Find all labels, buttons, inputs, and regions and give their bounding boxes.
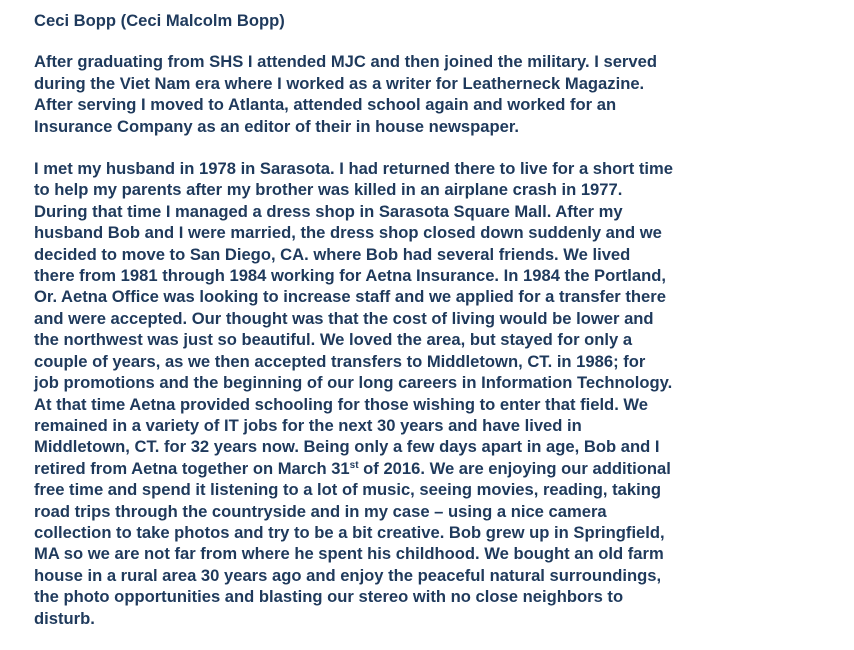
paragraph-2-line: Or. Aetna Office was looking to increase staff and we applied for a transfer there bbox=[34, 287, 666, 307]
paragraph-2-line: road trips through the countryside and in my case – using a nice camera bbox=[34, 501, 607, 521]
paragraph-2-line: there from 1981 through 1984 working for Aetna Insurance. In 1984 the Portland, bbox=[34, 266, 666, 286]
paragraph-2-line: Middletown, CT. for 32 years now. Being only a few days apart in age, Bob and I bbox=[34, 437, 660, 457]
ordinal-superscript: st bbox=[349, 459, 359, 471]
document-page bbox=[34, 10, 814, 629]
paragraph-2-line: and were accepted. Our thought was that the cost of living would be lower and bbox=[34, 308, 654, 328]
paragraph-2-line: couple of years, as we then accepted transfers to Middletown, CT. in 1986; for bbox=[34, 351, 646, 371]
paragraph-2 bbox=[34, 158, 814, 629]
paragraph-1-line: Insurance Company as an editor of their in house newspaper. bbox=[34, 116, 520, 136]
paragraph-2-line: decided to move to San Diego, CA. where Bob had several friends. We lived bbox=[34, 244, 631, 264]
paragraph-2-line: collection to take photos and try to be a bit creative. Bob grew up in Springfield, bbox=[34, 522, 665, 542]
paragraph-1-line: After serving I moved to Atlanta, attended school again and worked for an bbox=[34, 95, 617, 115]
superscript-line-after: of 2016. We are enjoying our additional bbox=[358, 458, 671, 478]
paragraph-2-line: During that time I managed a dress shop in Sarasota Square Mall. After my bbox=[34, 201, 623, 221]
superscript-line-before: retired from Aetna together on March 31 bbox=[34, 458, 350, 478]
document-title: Ceci Bopp (Ceci Malcolm Bopp) bbox=[34, 11, 285, 30]
paragraph-2-line: At that time Aetna provided schooling for those wishing to enter that field. We bbox=[34, 394, 649, 414]
paragraph-2-line: I met my husband in 1978 in Sarasota. I had returned there to live for a short time bbox=[34, 159, 674, 179]
paragraph-2-line: remained in a variety of IT jobs for the next 30 years and have lived in bbox=[34, 415, 582, 435]
paragraph-2-line: husband Bob and I were married, the dress shop closed down suddenly and we bbox=[34, 223, 662, 243]
paragraph-2-line: to help my parents after my brother was killed in an airplane crash in 1977. bbox=[34, 180, 623, 200]
paragraph-2-line: MA so we are not far from where he spent his childhood. We bought an old farm bbox=[34, 544, 664, 564]
paragraph-1-line: during the Viet Nam era where I worked as a writer for Leatherneck Magazine. bbox=[34, 73, 645, 93]
paragraph-1 bbox=[34, 51, 814, 137]
paragraph-1-line: After graduating from SHS I attended MJC and then joined the military. I served bbox=[34, 52, 657, 72]
paragraph-2-line: job promotions and the beginning of our long careers in Information Technology. bbox=[34, 373, 673, 393]
paragraph-2-line-superscript bbox=[34, 458, 814, 479]
paragraph-2-line: the northwest was just so beautiful. We loved the area, but stayed for only a bbox=[34, 330, 633, 350]
paragraph-2-line: disturb. bbox=[34, 608, 95, 628]
paragraph-2-line: house in a rural area 30 years ago and enjoy the peaceful natural surroundings, bbox=[34, 565, 662, 585]
paragraph-2-line: the photo opportunities and blasting our stereo with no close neighbors to bbox=[34, 587, 624, 607]
paragraph-2-line: free time and spend it listening to a lot of music, seeing movies, reading, taking bbox=[34, 480, 661, 500]
